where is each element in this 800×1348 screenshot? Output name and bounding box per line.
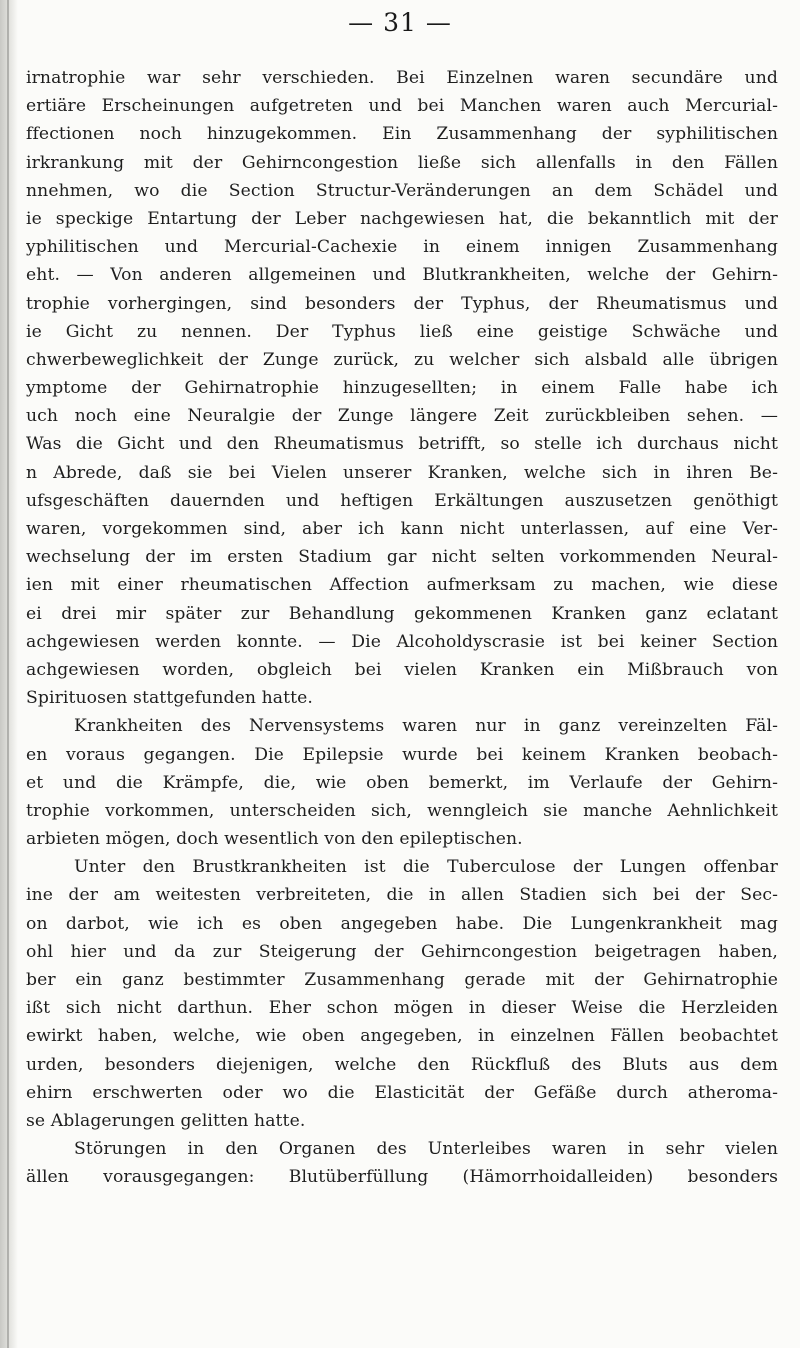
text-line: ber ein ganz bestimmter Zusammenhang gerade mit der Gehirnatrophie [26, 970, 778, 990]
text-line: irkrankung mit der Gehirncongestion ließe sich allenfalls in den Fällen [26, 152, 778, 173]
text-line: ie speckige Entartung der Leber nachgewiesen hat, die bekanntlich mit der [26, 208, 778, 229]
paragraph-start-line: Störungen in den Organen des Unterleibes waren in sehr vielen [74, 1139, 778, 1160]
page-gutter-shadow [0, 0, 18, 1348]
text-line: wechselung der im ersten Stadium gar nicht selten vorkommenden Neural- [26, 547, 778, 568]
paragraph-start-line: Krankheiten des Nervensystems waren nur in ganz vereinzelten Fäl- [74, 716, 778, 737]
text-line: ine der am weitesten verbreiteten, die in allen Stadien sich bei der Sec- [26, 885, 778, 906]
text-line: ißt sich nicht darthun. Eher schon mögen in dieser Weise die Herzleiden [26, 998, 778, 1019]
text-line: ehirn erschwerten oder wo die Elasticität der Gefäße durch atheroma- [26, 1082, 778, 1103]
text-line: en voraus gegangen. Die Epilepsie wurde bei keinem Kranken beobach- [26, 744, 778, 765]
text-line: n Abrede, daß sie bei Vielen unserer Kranken, welche sich in ihren Be- [26, 462, 778, 483]
text-line: ewirkt haben, welche, wie oben angegeben, in einzelnen Fällen beobachtet [26, 1026, 778, 1047]
text-line: Spirituosen stattgefunden hatte. [26, 688, 313, 709]
text-line: achgewiesen worden, obgleich bei vielen Kranken ein Mißbrauch von [26, 659, 778, 680]
text-line: chwerbeweglichkeit der Zunge zurück, zu welcher sich alsbald alle übrigen [26, 349, 778, 370]
paragraph-start-line: Unter den Brustkrankheiten ist die Tuberculose der Lungen offenbar [74, 857, 778, 878]
binding-edge [7, 0, 9, 1348]
text-line: ällen vorausgegangen: Blutüberfüllung (Hämorrhoidalleiden) besonders [26, 1167, 778, 1188]
text-line: et und die Krämpfe, die, wie oben bemerkt, im Verlaufe der Gehirn- [26, 772, 778, 793]
text-line: nnehmen, wo die Section Structur-Veränderungen an dem Schädel und [26, 180, 778, 201]
text-line: ymptome der Gehirnatrophie hinzugesellten; in einem Falle habe ich [26, 378, 778, 399]
text-line: ufsgeschäften dauernden und heftigen Erkältungen auszusetzen genöthigt [26, 490, 778, 511]
text-line: trophie vorkommen, unterscheiden sich, wenngleich sie manche Aehnlichkeit [26, 800, 778, 821]
text-line: irnatrophie war sehr verschieden. Bei Einzelnen waren secundäre und [26, 68, 778, 88]
text-line: waren, vorgekommen sind, aber ich kann nicht unterlassen, auf eine Ver- [26, 519, 778, 539]
text-line: se Ablagerungen gelitten hatte. [26, 1110, 306, 1131]
text-line: eht. — Von anderen allgemeinen und Blutkrankheiten, welche der Gehirn- [26, 265, 778, 286]
text-line: on darbot, wie ich es oben angegeben habe. Die Lungenkrankheit mag [26, 913, 778, 934]
text-line: trophie vorhergingen, sind besonders der Typhus, der Rheumatismus und [26, 293, 778, 314]
text-line: ei drei mir später zur Behandlung gekommenen Kranken ganz eclatant [26, 603, 778, 624]
text-line: Was die Gicht und den Rheumatismus betrifft, so stelle ich durchaus nicht [26, 434, 778, 455]
text-line: uch noch eine Neuralgie der Zunge längere Zeit zurückbleiben sehen. — [26, 406, 778, 427]
text-line: ffectionen noch hinzugekommen. Ein Zusammenhang der syphilitischen [26, 124, 778, 145]
text-line: ertiäre Erscheinungen aufgetreten und bei Manchen waren auch Mercurial- [26, 96, 778, 117]
text-line: urden, besonders diejenigen, welche den Rückfluß des Bluts aus dem [26, 1054, 778, 1075]
text-line: achgewiesen werden konnte. — Die Alcoholdyscrasie ist bei keiner Section [26, 631, 778, 652]
text-line: yphilitischen und Mercurial-Cachexie in einem innigen Zusammenhang [26, 237, 778, 258]
text-body [26, 64, 778, 1192]
text-line: arbieten mögen, doch wesentlich von den epileptischen. [26, 829, 523, 850]
text-line: ie Gicht zu nennen. Der Typhus ließ eine geistige Schwäche und [26, 321, 778, 342]
text-line: ohl hier und da zur Steigerung der Gehirncongestion beigetragen haben, [26, 941, 778, 962]
text-line: ien mit einer rheumatischen Affection aufmerksam zu machen, wie diese [26, 575, 778, 596]
page-number: — 31 — [348, 8, 452, 37]
